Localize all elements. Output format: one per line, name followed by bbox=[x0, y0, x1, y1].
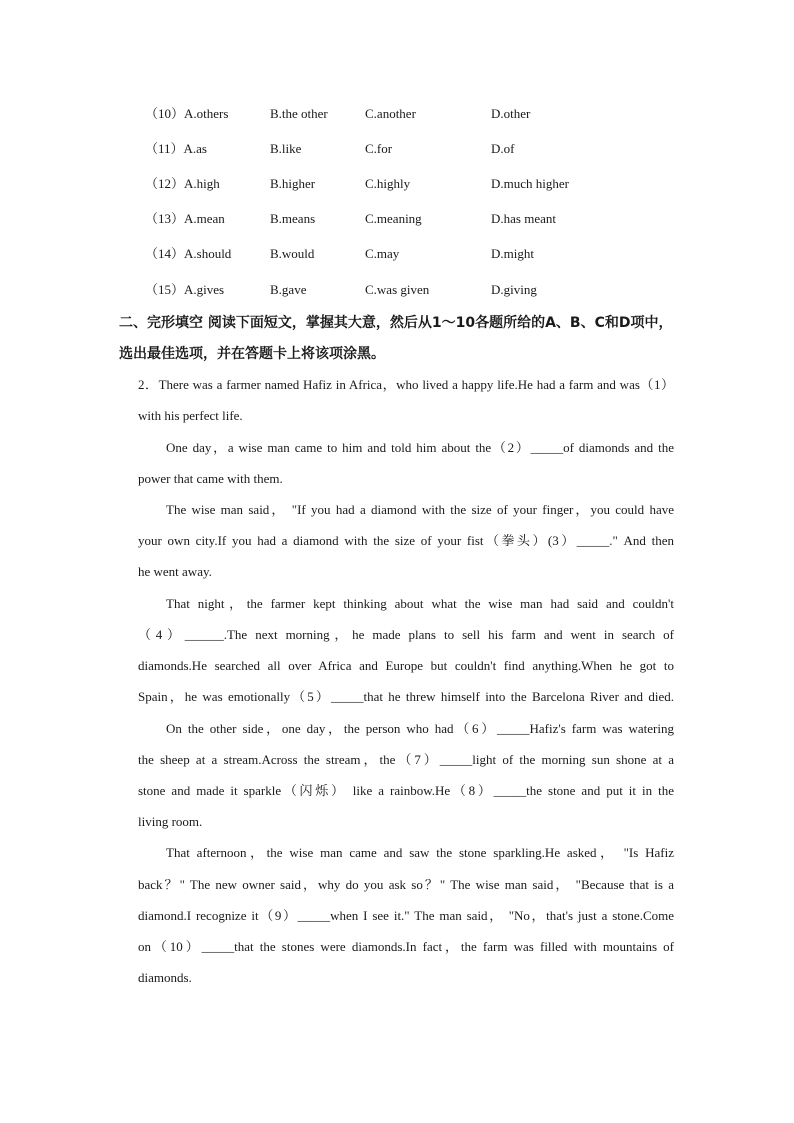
option-a: （15）A.gives bbox=[145, 282, 225, 297]
passage-line: 2．There was a farmer named Hafiz in Africa，who lived a happy life.He had a farm and was（1） bbox=[138, 377, 674, 392]
passage-line: diamond.I recognize it（9）_____when I see it." The man said， "No，that's just a stone.Come bbox=[138, 908, 674, 923]
passage-line: That night，the farmer kept thinking about what the wise man had said and couldn't bbox=[166, 596, 674, 611]
option-c: C.may bbox=[365, 246, 400, 261]
passage-line: back？" The new owner said，why do you ask so？" The wise man said， "Because that is a bbox=[138, 877, 674, 892]
passage-line: diamonds.He searched all over Africa and Europe but couldn't find anything.When he got to bbox=[138, 658, 674, 673]
passage-line: on（10）_____that the stones were diamonds.In fact，the farm was filled with mountains of bbox=[138, 939, 674, 954]
passage-line: （4）______.The next morning，he made plans to sell his farm and went in search of bbox=[138, 627, 674, 642]
passage-line: The wise man said， "If you had a diamond with the size of your finger，you could have bbox=[166, 502, 674, 517]
passage-line: On the other side，one day，the person who had（6）_____Hafiz's farm was watering bbox=[166, 721, 674, 736]
section-heading: 二、完形填空 阅读下面短文，掌握其大意，然后从1～10各题所给的A、B、C和D项中， bbox=[119, 315, 673, 331]
option-c: C.highly bbox=[365, 176, 411, 191]
option-b: B.higher bbox=[270, 176, 316, 191]
option-a: （14）A.should bbox=[145, 246, 232, 261]
option-d: D.of bbox=[491, 141, 515, 156]
passage-line: he went away. bbox=[138, 564, 212, 579]
section-heading-cont: 选出最佳选项，并在答题卡上将该项涂黑。 bbox=[119, 346, 385, 362]
passage-line: Spain，he was emotionally（5）_____that he threw himself into the Barcelona River and died. bbox=[138, 689, 674, 704]
option-a: （11）A.as bbox=[145, 141, 207, 156]
option-d: D.might bbox=[491, 246, 534, 261]
option-a: （12）A.high bbox=[145, 176, 220, 191]
passage-line: the sheep at a stream.Across the stream，the（7）_____light of the morning sun shone at a bbox=[138, 752, 674, 767]
passage-line: with his perfect life. bbox=[138, 408, 243, 423]
passage-line: your own city.If you had a diamond with the size of your fist（拳头）(3）_____." And then bbox=[138, 533, 674, 548]
option-b: B.means bbox=[270, 211, 316, 226]
passage-line: diamonds. bbox=[138, 970, 192, 985]
passage-line: power that came with them. bbox=[138, 471, 283, 486]
option-b: B.like bbox=[270, 141, 302, 156]
option-b: B.gave bbox=[270, 282, 307, 297]
option-c: C.was given bbox=[365, 282, 430, 297]
option-d: D.other bbox=[491, 106, 531, 121]
option-a: （10）A.others bbox=[145, 106, 229, 121]
option-b: B.the other bbox=[270, 106, 328, 121]
passage-line: One day，a wise man came to him and told him about the（2）_____of diamonds and the bbox=[166, 440, 674, 455]
option-a: （13）A.mean bbox=[145, 211, 225, 226]
option-d: D.giving bbox=[491, 282, 537, 297]
option-c: C.meaning bbox=[365, 211, 422, 226]
option-b: B.would bbox=[270, 246, 315, 261]
passage-line: stone and made it sparkle（闪烁） like a rainbow.He（8）_____the stone and put it in the bbox=[138, 783, 674, 798]
option-d: D.has meant bbox=[491, 211, 556, 226]
option-c: C.another bbox=[365, 106, 416, 121]
passage-line: living room. bbox=[138, 814, 203, 829]
option-d: D.much higher bbox=[491, 176, 569, 191]
option-c: C.for bbox=[365, 141, 393, 156]
passage-line: That afternoon，the wise man came and saw the stone sparkling.He asked， "Is Hafiz bbox=[166, 845, 674, 860]
